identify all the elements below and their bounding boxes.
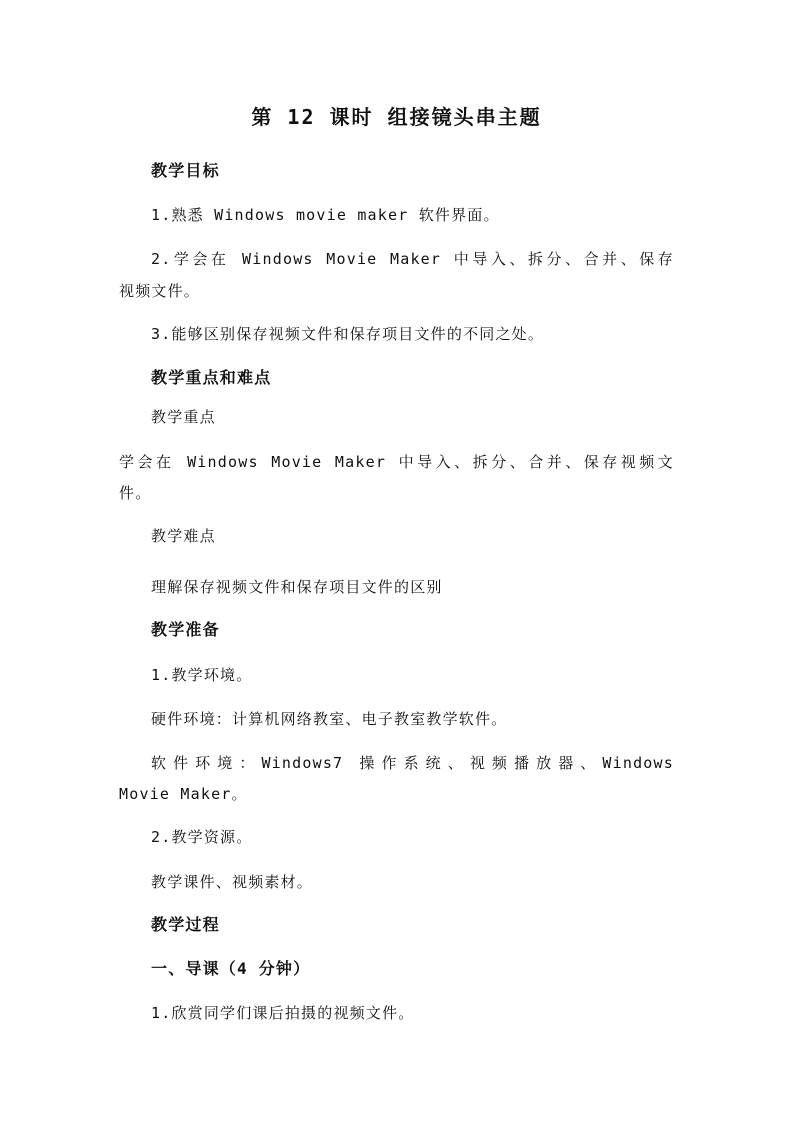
heading-process: 教学过程 xyxy=(151,915,220,934)
section-introduction: 一、导课（4 分钟） xyxy=(151,959,311,978)
preparation-2: 2.教学资源。 xyxy=(151,828,253,846)
subheading-difficult-point: 教学难点 xyxy=(151,527,216,545)
heading-preparation: 教学准备 xyxy=(151,620,220,639)
introduction-step-1: 1.欣赏同学们课后拍摄的视频文件。 xyxy=(151,1004,415,1022)
heading-objectives: 教学目标 xyxy=(151,161,220,180)
heading-key-difficult: 教学重点和难点 xyxy=(151,368,272,387)
key-point-line-1: 学会在 Windows Movie Maker 中导入、拆分、合并、保存视频文 xyxy=(119,453,674,471)
objective-2-line-1: 2.学会在 Windows Movie Maker 中导入、拆分、合并、保存 xyxy=(151,250,674,268)
software-environment-line-2: Movie Maker。 xyxy=(119,785,248,803)
hardware-environment: 硬件环境：计算机网络教室、电子教室教学软件。 xyxy=(151,710,508,728)
subheading-key-point: 教学重点 xyxy=(151,408,216,426)
key-point-line-2: 件。 xyxy=(119,484,152,502)
software-environment-line-1: 软件环境：Windows7 操作系统、视频播放器、Windows xyxy=(151,754,674,772)
objective-3: 3.能够区别保存视频文件和保存项目文件的不同之处。 xyxy=(151,325,545,343)
difficult-point: 理解保存视频文件和保存项目文件的区别 xyxy=(151,578,443,596)
objective-1: 1.熟悉 Windows movie maker 软件界面。 xyxy=(151,206,500,224)
preparation-1: 1.教学环境。 xyxy=(151,666,253,684)
teaching-resources: 教学课件、视频素材。 xyxy=(151,873,314,891)
objective-2-line-2: 视频文件。 xyxy=(119,282,201,300)
document-title: 第 12 课时 组接镜头串主题 xyxy=(251,105,542,129)
